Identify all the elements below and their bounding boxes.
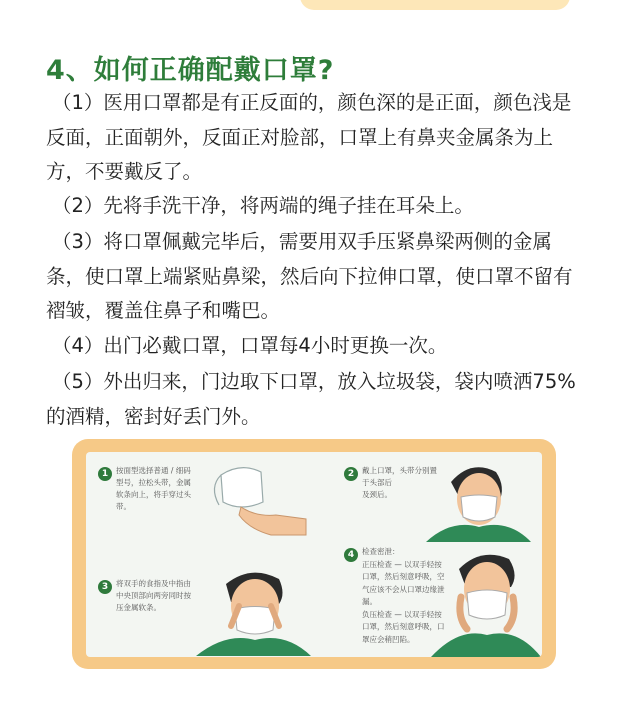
step-text-line: 罩应会稍凹陷。 [362, 634, 415, 644]
text-line: （2）先将手洗干净，将两端的绳子挂在耳朵上。 [52, 194, 474, 217]
paragraph-3 [46, 225, 592, 329]
step-1-text [116, 465, 196, 513]
step-text-line: 气应该不会从口罩边缘泄 [362, 584, 445, 594]
text-line: （5）外出归来，门边取下口罩，放入垃圾袋，袋内喷洒75% [52, 370, 576, 393]
text-line: （4）出门必戴口罩，口罩每4小时更换一次。 [52, 334, 448, 357]
paragraph-5 [46, 365, 592, 434]
step-text-line: 漏。 [362, 597, 377, 606]
text-line: 方，不要戴反了。 [46, 160, 203, 183]
step-text-line: 将双手的食指及中指由 [116, 579, 191, 588]
paragraph-4 [46, 329, 592, 364]
step-text-line: 检查密泄： [362, 547, 400, 556]
mask-instruction-card [72, 439, 556, 669]
text-line: 条，使口罩上端紧贴鼻梁，然后向下拉伸口罩，使口罩不留有 [46, 264, 573, 288]
person-wearing-mask-illustration [421, 457, 531, 542]
text-line: （3）将口罩佩戴完毕后，需要用双手压紧鼻梁两侧的金属 [52, 230, 552, 253]
step-text-line: 戴上口罩，头带分别置于头部后 [362, 466, 437, 487]
step-text-line: 压金属软条。 [116, 603, 161, 612]
text-line: 的酒精，密封好丢门外。 [46, 404, 261, 428]
step-text-line: 按面型选择普通 / 细码 [116, 466, 191, 475]
step-text-line: 中央顶部向两旁同时按 [116, 591, 191, 600]
step-number-badge: 3 [98, 580, 112, 594]
step-text-line: 软条向上，将手穿过头 [116, 490, 191, 499]
step-text-line: 口罩，然后刻意呼吸，口 [362, 622, 445, 631]
step-number-badge: 4 [344, 548, 358, 562]
step-text-line: 口罩，然后刻意呼吸，空 [362, 572, 445, 581]
step-text-line: 带。 [116, 502, 131, 511]
step-text-line: 正压检查 — 以双手轻按 [362, 559, 442, 569]
step-text-line: 负压检查 — 以双手轻按 [362, 609, 442, 619]
instruction-illustration [86, 452, 542, 657]
step-text-line: 型号，拉松头带，金属 [116, 478, 191, 487]
step-number-badge: 1 [98, 467, 112, 481]
top-decorative-tab [300, 0, 570, 10]
paragraph-2 [46, 189, 592, 224]
mask-in-hand-illustration [201, 457, 311, 537]
text-line: 反面，正面朝外，反面正对脸部，口罩上有鼻夹金属条为上 [46, 125, 554, 149]
step-text-line: 及颈后。 [362, 490, 392, 499]
paragraph-1 [46, 86, 592, 190]
section-heading: 4、如何正确配戴口罩? [46, 55, 335, 86]
text-line: 褶皱，覆盖住鼻子和嘴巴。 [46, 299, 281, 322]
text-line: （1）医用口罩都是有正反面的，颜色深的是正面，颜色浅是 [52, 91, 572, 114]
step-number-badge: 2 [344, 467, 358, 481]
person-checking-seal-illustration [431, 547, 541, 657]
person-pressing-nose-clip-illustration [191, 564, 311, 654]
